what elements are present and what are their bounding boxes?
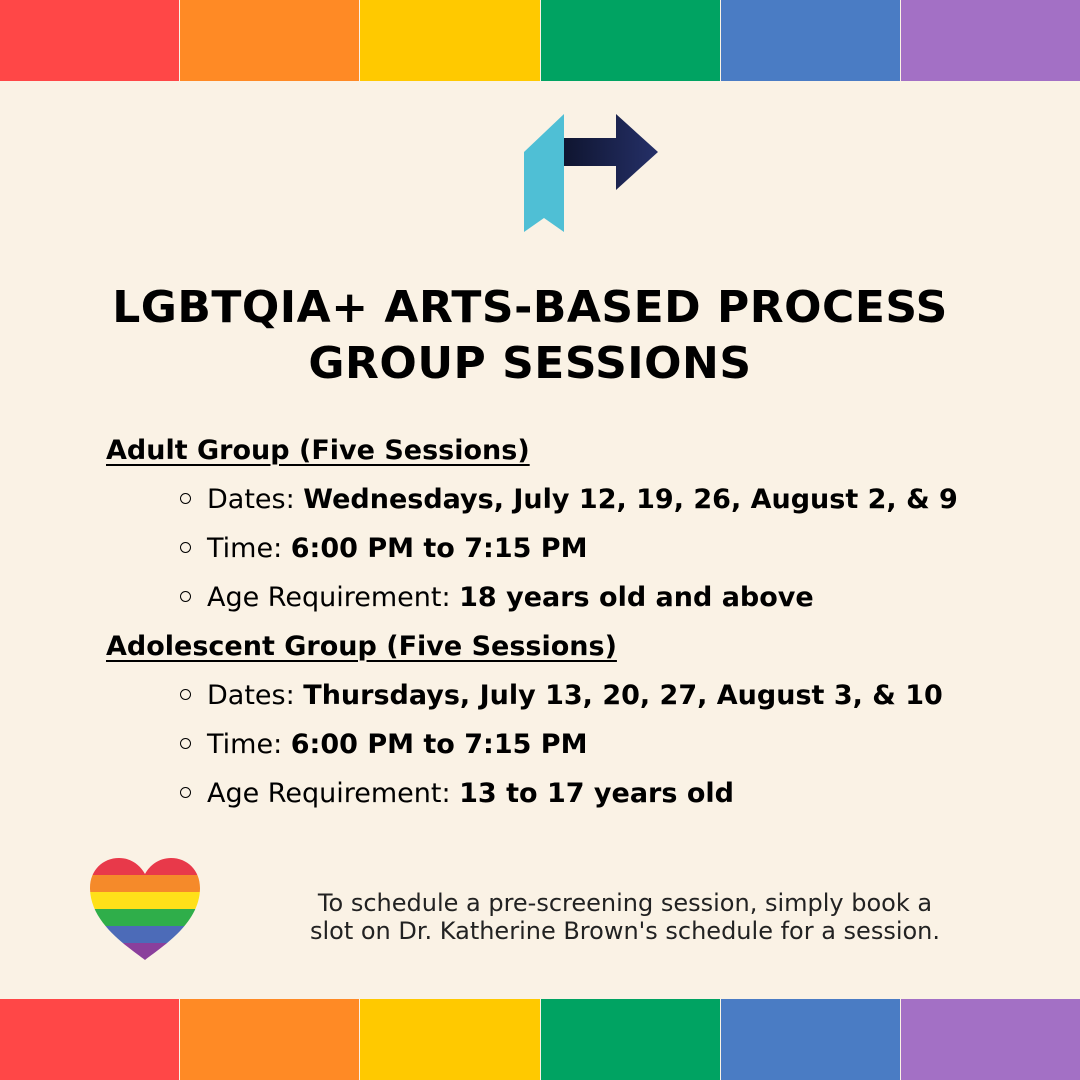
top-rainbow-bar bbox=[0, 0, 1080, 81]
detail-label: Dates: bbox=[207, 484, 304, 515]
bullet-icon bbox=[180, 787, 191, 798]
stripe-blue bbox=[721, 999, 901, 1080]
stripe-green bbox=[541, 999, 721, 1080]
adult-age bbox=[180, 581, 814, 615]
stripe-orange bbox=[180, 0, 360, 81]
detail-label: Dates: bbox=[207, 680, 304, 711]
detail-value: Wednesdays, July 12, 19, 26, August 2, & 9 bbox=[303, 484, 958, 515]
stripe-blue bbox=[721, 0, 901, 81]
detail-value: 6:00 PM to 7:15 PM bbox=[290, 729, 588, 760]
stripe-purple bbox=[901, 0, 1080, 81]
stripe-orange bbox=[180, 999, 360, 1080]
bullet-icon bbox=[180, 738, 191, 749]
detail-label: Age Requirement: bbox=[207, 778, 460, 809]
detail-value: 18 years old and above bbox=[459, 582, 814, 613]
detail-value: 13 to 17 years old bbox=[459, 778, 734, 809]
adolescent-age bbox=[180, 777, 734, 811]
detail-label: Time: bbox=[207, 729, 291, 760]
bullet-icon bbox=[180, 591, 191, 602]
scheduling-note-line-1: To schedule a pre-screening session, simply book a bbox=[317, 889, 933, 917]
arrow-logo-icon bbox=[524, 114, 660, 234]
adult-time bbox=[180, 532, 587, 566]
adult-group-heading: Adult Group (Five Sessions) bbox=[106, 435, 530, 466]
detail-label: Age Requirement: bbox=[207, 582, 460, 613]
stripe-yellow bbox=[360, 999, 540, 1080]
detail-label: Time: bbox=[207, 533, 291, 564]
detail-value: 6:00 PM to 7:15 PM bbox=[290, 533, 588, 564]
bullet-icon bbox=[180, 542, 191, 553]
page-title bbox=[0, 280, 1060, 392]
rainbow-heart-icon bbox=[90, 858, 200, 962]
adolescent-dates bbox=[180, 679, 943, 713]
adult-dates bbox=[180, 483, 958, 517]
bullet-icon bbox=[180, 689, 191, 700]
scheduling-note bbox=[230, 889, 1020, 945]
stripe-red bbox=[0, 999, 180, 1080]
stripe-green bbox=[541, 0, 721, 81]
title-line-1: LGBTQIA+ ARTS-BASED PROCESS bbox=[112, 282, 948, 333]
adolescent-group-heading: Adolescent Group (Five Sessions) bbox=[106, 631, 617, 662]
detail-value: Thursdays, July 13, 20, 27, August 3, & 10 bbox=[303, 680, 943, 711]
bullet-icon bbox=[180, 493, 191, 504]
scheduling-note-line-2: slot on Dr. Katherine Brown's schedule for a session. bbox=[309, 917, 941, 945]
title-line-2: GROUP SESSIONS bbox=[308, 338, 752, 389]
stripe-red bbox=[0, 0, 180, 81]
stripe-purple bbox=[901, 999, 1080, 1080]
adolescent-time bbox=[180, 728, 587, 762]
stripe-yellow bbox=[360, 0, 540, 81]
bottom-rainbow-bar bbox=[0, 999, 1080, 1080]
